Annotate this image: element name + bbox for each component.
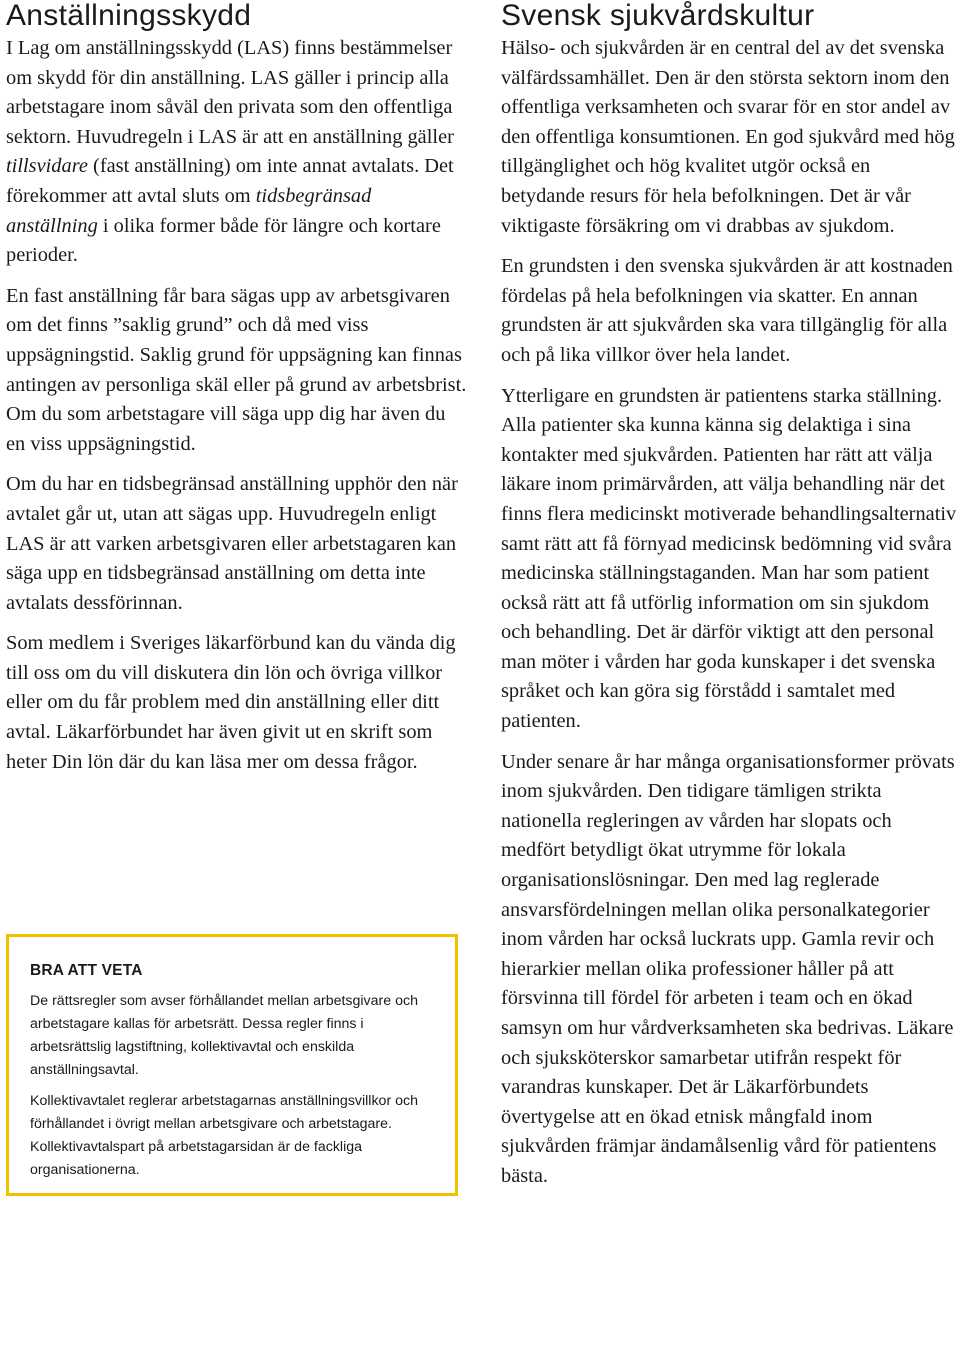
right-column xyxy=(501,0,957,1203)
text-run: (fast anställning) om inte annat avtalats. Det förekommer att avtal sluts om xyxy=(6,155,454,207)
emphasis-tillsvidare: tillsvidare xyxy=(6,155,88,178)
info-box-paragraph-kollektivavtal: Kollektivavtalet reglerar arbetstagarnas anställningsvillkor och förhållandet i övrigt mellan arbetsgivare och arbetstagare. Kollektivavtalspart på arbetstagarsidan är de fackliga organisationerna. xyxy=(30,1093,418,1178)
paragraph-patientens-stallning: Ytterligare en grundsten är patientens starka ställning. Alla patienter ska kunna känna sig delaktiga i sina kontakter med sjukvården. Patienten har rätt att välja läkare inom primärvården, att välja behandling när det finns flera medicinskt motiverade behandlingsalternativ samt rätt att få förnyad medicinsk bedömning vid svåra medicinska ställningstaganden. Man har som patient också rätt att få utförlig information om sin sjukdom och behandling. Det är därför viktigt att den personal man möter i vården har goda kunskaper i det svenska språket och kan göra sig förstådd i samtalet med patienten. xyxy=(501,384,957,733)
text-run: I Lag om anställningsskydd (LAS) finns bestämmelser om skydd för din anställning. LAS gäller i princip alla arbetstagare inom såväl den privata som den offentliga sektorn. Huvudregeln i LAS är att en anställning gäller xyxy=(6,37,454,148)
paragraph-organisationsformer: Under senare år har många organisationsformer prövats inom sjukvården. Den tidigare tämligen strikta nationella regleringen av vården har slopats och medfört betydligt ökat utrymme för lokala organisationslösningar. Den med lag reglerade ansvarsfördelningen mellan olika personalkategorier inom vården har också luckrats upp. Gamla revir och hierarkier mellan olika professioner håller på att försvinna till fördel för arbeten i team och en ökad samsyn om hur vårdverksamheten ska bedrivas. Läkare och sjuksköterskor samarbetar utifrån respekt för varandras kunskaper. Det är Läkarförbundets övertygelse att en ökad etnisk mångfald inom sjukvården främjar ändamålsenlig vård för patientens bästa. xyxy=(501,750,955,1187)
section-heading-sjukvardskultur: Svensk sjukvårdskultur xyxy=(501,0,815,32)
info-box-paragraph-arbetsratt: De rättsregler som avser förhållandet mellan arbetsgivare och arbetstagare kallas för arbetsrätt. Dessa regler finns i arbetsrättslig lagstiftning, kollektivavtal och enskilda anställningsavtal. xyxy=(30,993,418,1078)
paragraph-tidsbegransad: Om du har en tidsbegränsad anställning upphör den när avtalet går ut, utan att sägas upp. Huvudregeln enligt LAS är att varken arbetsgivaren eller arbetstagaren kan säga upp en tidsbegränsad anställning om detta inte avtalats dessförinnan. xyxy=(6,473,458,614)
text-run: i olika former både för längre och kortare perioder. xyxy=(6,214,441,267)
section-heading-anstallningsskydd: Anställningsskydd xyxy=(6,0,252,32)
left-column xyxy=(6,0,468,788)
paragraph-grundsten-kostnad: En grundsten i den svenska sjukvården är att kostnaden fördelas på hela befolkningen via skatter. En annan grundsten är att sjukvården ska vara tillgänglig för alla och på lika villkor över hela landet. xyxy=(501,255,953,366)
emphasis-tidsbegransad: tidsbegränsad anställning xyxy=(6,184,372,237)
paragraph-halso-sjukvard: Hälso- och sjukvården är en central del av det svenska välfärdssamhället. Den är den största sektorn inom den offentliga verksamheten och svarar för en stor andel av den offentliga konsumtionen. En god sjukvård med hög tillgänglighet och hög kvalitet utgör också en betydande resurs för hela befolkningen. Det är vår viktigaste försäkring om vi drabbas av sjukdom. xyxy=(501,37,955,237)
paragraph-las-intro xyxy=(6,34,468,271)
paragraph-medlem: Som medlem i Sveriges läkarförbund kan du vända dig till oss om du vill diskutera din lön och övriga villkor eller om du får problem med din anställning eller ditt avtal. Läkarförbundet har även givit ut en skrift som heter Din lön där du kan läsa mer om dessa frågor. xyxy=(6,632,456,773)
info-box-bra-att-veta xyxy=(6,934,458,1196)
info-box-heading: BRA ATT VETA xyxy=(30,962,143,979)
paragraph-fast-anstallning: En fast anställning får bara sägas upp av arbetsgivaren om det finns ”saklig grund” och då med viss uppsägningstid. Saklig grund för uppsägning kan finnas antingen av personliga skäl eller på grund av arbetsbrist. Om du som arbetstagare vill säga upp dig har även du en viss uppsägningstid. xyxy=(6,284,467,455)
